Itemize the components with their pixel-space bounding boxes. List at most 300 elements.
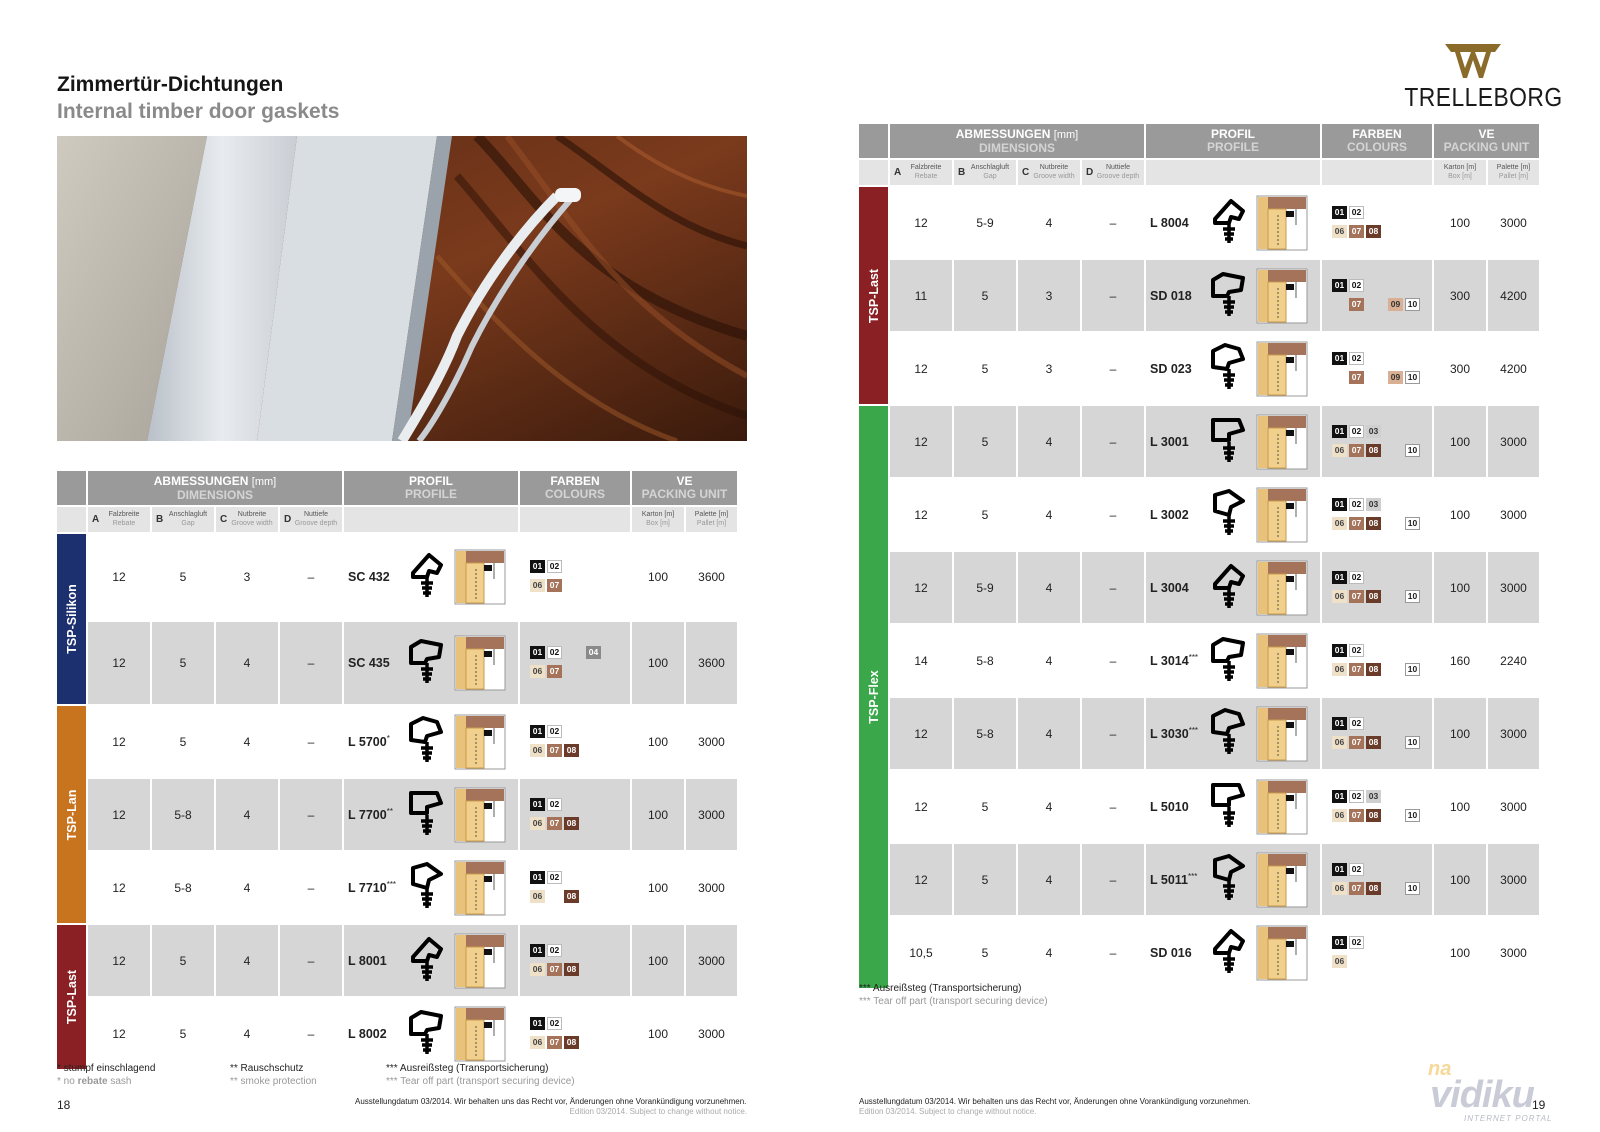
brand-name: TRELLEBORG	[1404, 82, 1563, 112]
subheader-profile	[344, 507, 518, 532]
profile-cell	[1146, 333, 1320, 404]
installation-diagram-icon	[454, 860, 506, 916]
subheader-rebate: A Falzbreite Rebate	[890, 160, 952, 185]
pallet-value: 4200	[1488, 333, 1539, 404]
groove-depth-value: –	[1082, 625, 1144, 696]
gasket-profile-icon	[406, 862, 448, 914]
groove-width-value: 4	[1018, 698, 1080, 769]
gap-value: 5	[152, 925, 214, 996]
profile-cell	[344, 534, 518, 620]
gap-value: 5-8	[954, 698, 1016, 769]
pallet-value: 3000	[1488, 698, 1539, 769]
colour-swatch-02: 02	[1349, 936, 1364, 949]
rebate-value: 12	[890, 406, 952, 477]
groove-depth-value: –	[280, 998, 342, 1069]
rebate-value: 14	[890, 625, 952, 696]
subheader-profile	[1146, 160, 1320, 185]
colours-cell	[1322, 625, 1432, 696]
profile-cell	[1146, 771, 1320, 842]
gasket-profile-icon	[1208, 708, 1250, 760]
colour-swatch-10: 10	[1405, 444, 1420, 457]
table-row	[859, 917, 1541, 988]
profile-name: SD 023	[1150, 362, 1192, 377]
table-row	[859, 187, 1541, 258]
colour-swatch-06: 06	[530, 963, 545, 976]
watermark-logo: na vidiku INTERNET PORTAL	[1428, 1058, 1553, 1123]
colour-swatch-02: 02	[547, 560, 562, 573]
colour-swatch-01: 01	[530, 871, 545, 884]
installation-diagram-icon	[1256, 560, 1308, 616]
groove-width-value: 4	[1018, 771, 1080, 842]
colour-swatch-06: 06	[1332, 225, 1347, 238]
page-number-right: 19	[1532, 1098, 1546, 1112]
groove-depth-value: –	[280, 852, 342, 923]
table-row	[859, 844, 1541, 915]
colour-swatch-07: 07	[1349, 809, 1364, 822]
colour-swatch-06: 06	[530, 890, 545, 903]
page-number-left: 18	[57, 1098, 71, 1112]
rebate-value: 12	[88, 706, 150, 777]
profile-cell	[1146, 844, 1320, 915]
rebate-value: 12	[890, 844, 952, 915]
footnote-rebate-de: * stumpf einschlagend	[57, 1063, 156, 1074]
rebate-value: 12	[890, 187, 952, 258]
colour-swatch-03: 03	[1366, 790, 1381, 803]
colour-swatch-01: 01	[530, 1017, 545, 1030]
groove-width-value: 4	[216, 779, 278, 850]
groove-width-value: 4	[1018, 552, 1080, 623]
pallet-value: 3000	[686, 779, 737, 850]
colour-swatch-01: 01	[1332, 936, 1347, 949]
profile-cell	[344, 998, 518, 1069]
profile-cell	[1146, 187, 1320, 258]
gap-value: 5	[954, 844, 1016, 915]
profile-cell	[344, 779, 518, 850]
profile-name: L 5011***	[1150, 871, 1198, 888]
colour-swatch-07: 07	[547, 665, 562, 678]
profile-name: SD 016	[1150, 946, 1192, 961]
colour-swatch-08: 08	[1366, 444, 1381, 457]
colour-swatch-02: 02	[1349, 644, 1364, 657]
profile-cell	[1146, 698, 1320, 769]
colour-swatch-02: 02	[1349, 717, 1364, 730]
gap-value: 5	[152, 706, 214, 777]
installation-diagram-icon	[1256, 268, 1308, 324]
box-value: 160	[1434, 625, 1486, 696]
pallet-value: 3000	[1488, 552, 1539, 623]
colour-swatch-07: 07	[1349, 371, 1364, 384]
colour-swatch-02: 02	[547, 944, 562, 957]
profile-footnote-mark: ***	[1188, 652, 1199, 662]
colour-swatch-08: 08	[1366, 809, 1381, 822]
colours-cell	[520, 779, 630, 850]
colour-swatch-07: 07	[547, 817, 562, 830]
table-row	[57, 779, 739, 850]
subheader-box: Karton [m] Box [m]	[632, 507, 684, 532]
colour-swatch-06: 06	[1332, 517, 1347, 530]
pallet-value: 3000	[686, 852, 737, 923]
colours-cell	[520, 852, 630, 923]
groove-depth-value: –	[1082, 844, 1144, 915]
table-row	[859, 625, 1541, 696]
gasket-profile-icon	[406, 637, 448, 689]
colour-swatch-06: 06	[1332, 809, 1347, 822]
box-value: 100	[1434, 406, 1486, 477]
colour-swatch-01: 01	[1332, 644, 1347, 657]
subheader-groove-width: C Nutbreite Groove width	[1018, 160, 1080, 185]
edition-note-left: Ausstellungdatum 03/2014. Wir behalten uns das Recht vor, Änderungen ohne Vorankündigung vorzunehmen. Edition 03/2014. Subject to change without notice.	[355, 1097, 747, 1116]
table-row	[57, 925, 739, 996]
colour-swatch-01: 01	[530, 560, 545, 573]
colours-cell	[1322, 698, 1432, 769]
colour-swatch-06: 06	[1332, 663, 1347, 676]
box-value: 100	[1434, 552, 1486, 623]
box-value: 100	[1434, 771, 1486, 842]
profile-cell	[1146, 552, 1320, 623]
colour-swatch-06: 06	[530, 665, 545, 678]
colour-swatch-06: 06	[530, 744, 545, 757]
installation-diagram-icon	[454, 635, 506, 691]
profile-name: L 3030***	[1150, 725, 1199, 742]
colour-swatch-04: 04	[586, 646, 601, 659]
subheader-groove-width: C Nutbreite Groove width	[216, 507, 278, 532]
colour-swatch-01: 01	[1332, 717, 1347, 730]
colour-swatch-08: 08	[564, 890, 579, 903]
installation-diagram-icon	[1256, 487, 1308, 543]
pallet-value: 3000	[1488, 917, 1539, 988]
colour-swatch-01: 01	[530, 725, 545, 738]
gap-value: 5	[954, 260, 1016, 331]
table-row	[859, 479, 1541, 550]
colour-swatch-02: 02	[1349, 498, 1364, 511]
profile-footnote-mark: ***	[1188, 871, 1198, 881]
profile-cell	[1146, 625, 1320, 696]
trelleborg-logo-icon	[1443, 42, 1503, 80]
groove-width-value: 4	[216, 706, 278, 777]
groove-depth-value: –	[1082, 698, 1144, 769]
colour-swatch-03: 03	[1366, 498, 1381, 511]
footnote-smoke-en: ** smoke protection	[230, 1076, 317, 1087]
installation-diagram-icon	[1256, 341, 1308, 397]
profile-cell	[1146, 917, 1320, 988]
footnote-tearoff-de: *** Ausreißsteg (Transportsicherung)	[386, 1063, 549, 1074]
profile-name: SC 432	[348, 570, 390, 585]
box-value: 100	[632, 998, 684, 1069]
table-row	[859, 771, 1541, 842]
groove-width-value: 4	[1018, 406, 1080, 477]
gasket-profile-icon	[1208, 489, 1250, 541]
rebate-value: 12	[890, 698, 952, 769]
table-row	[859, 406, 1541, 477]
colour-swatch-02: 02	[1349, 352, 1364, 365]
colour-swatch-06: 06	[1332, 882, 1347, 895]
gasket-profile-icon	[1208, 416, 1250, 468]
trelleborg-logo	[1395, 42, 1563, 112]
colour-swatch-10: 10	[1405, 590, 1420, 603]
colours-cell	[1322, 260, 1432, 331]
colour-swatch-01: 01	[1332, 863, 1347, 876]
gasket-profile-icon	[1208, 562, 1250, 614]
colours-cell	[1322, 552, 1432, 623]
profile-name: L 3001	[1150, 435, 1189, 450]
colour-swatch-06: 06	[1332, 444, 1347, 457]
colour-swatch-09: 09	[1388, 371, 1403, 384]
colours-cell	[520, 925, 630, 996]
groove-depth-value: –	[280, 925, 342, 996]
pallet-value: 3000	[1488, 479, 1539, 550]
footnote-rebate-en: * no rebate sash	[57, 1076, 132, 1087]
product-photo	[57, 136, 747, 441]
group-label: TSP-Flex	[859, 406, 888, 988]
installation-diagram-icon	[1256, 779, 1308, 835]
colour-swatch-02: 02	[1349, 571, 1364, 584]
colour-swatch-07: 07	[1349, 736, 1364, 749]
colour-swatch-01: 01	[530, 646, 545, 659]
colours-cell	[1322, 479, 1432, 550]
group-label: TSP-Last	[57, 925, 86, 1069]
subheader-rebate: A Falzbreite Rebate	[88, 507, 150, 532]
profile-cell	[344, 925, 518, 996]
header-corner	[57, 471, 86, 505]
box-value: 100	[1434, 917, 1486, 988]
profile-name: L 5010	[1150, 800, 1189, 815]
profile-name: L 8004	[1150, 216, 1189, 231]
group-label: TSP-Silikon	[57, 534, 86, 704]
gasket-profile-icon	[406, 935, 448, 987]
groove-width-value: 4	[216, 622, 278, 704]
colour-swatch-01: 01	[1332, 206, 1347, 219]
gap-value: 5	[954, 917, 1016, 988]
colours-cell	[520, 998, 630, 1069]
footnote-tearoff-right	[859, 982, 1048, 1008]
colour-swatch-02: 02	[1349, 790, 1364, 803]
profile-footnote-mark: **	[386, 806, 393, 816]
colour-swatch-10: 10	[1405, 371, 1420, 384]
groove-depth-value: –	[1082, 406, 1144, 477]
groove-depth-value: –	[280, 534, 342, 620]
groove-width-value: 3	[216, 534, 278, 620]
table-row	[57, 622, 739, 704]
box-value: 100	[632, 706, 684, 777]
colour-swatch-02: 02	[547, 1017, 562, 1030]
colour-swatch-08: 08	[564, 1036, 579, 1049]
profile-name: L 3002	[1150, 508, 1189, 523]
gasket-profile-icon	[1208, 927, 1250, 979]
profile-footnote-mark: ***	[386, 879, 397, 889]
colour-swatch-10: 10	[1405, 663, 1420, 676]
colours-cell	[1322, 406, 1432, 477]
installation-diagram-icon	[1256, 852, 1308, 908]
subheader-groove-depth: D Nuttiefe Groove depth	[280, 507, 342, 532]
footnote-tearoff-left	[386, 1062, 575, 1088]
subheader-groove-depth: D Nuttiefe Groove depth	[1082, 160, 1144, 185]
installation-diagram-icon	[454, 549, 506, 605]
installation-diagram-icon	[1256, 414, 1308, 470]
subheader-colours	[1322, 160, 1432, 185]
profile-footnote-mark: ***	[1188, 725, 1199, 735]
header-profile: PROFIL PROFILE	[1146, 124, 1320, 158]
groove-width-value: 3	[1018, 260, 1080, 331]
colour-swatch-08: 08	[1366, 663, 1381, 676]
subheader-colours	[520, 507, 630, 532]
colour-swatch-07: 07	[547, 579, 562, 592]
header-packing-unit: VE PACKING UNIT	[1434, 124, 1539, 158]
box-value: 100	[1434, 479, 1486, 550]
table-row	[57, 998, 739, 1069]
colour-swatch-01: 01	[1332, 498, 1347, 511]
footnote-tearoff-en: *** Tear off part (transport securing device)	[386, 1076, 575, 1087]
footnote-smoke-de: ** Rauschschutz	[230, 1063, 304, 1074]
colours-cell	[1322, 771, 1432, 842]
table-row	[859, 333, 1541, 404]
rebate-value: 12	[88, 622, 150, 704]
colours-cell	[520, 622, 630, 704]
colour-swatch-10: 10	[1405, 517, 1420, 530]
colour-swatch-01: 01	[530, 798, 545, 811]
groove-width-value: 4	[216, 998, 278, 1069]
rebate-value: 12	[88, 852, 150, 923]
colour-swatch-01: 01	[1332, 425, 1347, 438]
groove-depth-value: –	[1082, 552, 1144, 623]
colour-swatch-08: 08	[1366, 517, 1381, 530]
groove-width-value: 4	[1018, 625, 1080, 696]
colour-swatch-02: 02	[547, 725, 562, 738]
groove-depth-value: –	[1082, 479, 1144, 550]
colour-swatch-01: 01	[1332, 352, 1347, 365]
rebate-value: 12	[890, 333, 952, 404]
colour-swatch-02: 02	[547, 646, 562, 659]
groove-depth-value: –	[280, 779, 342, 850]
gasket-profile-icon	[1208, 197, 1250, 249]
pallet-value: 3000	[1488, 406, 1539, 477]
subheader-row	[57, 507, 739, 532]
profile-name: L 3014***	[1150, 652, 1199, 669]
groove-depth-value: –	[1082, 187, 1144, 258]
colour-swatch-08: 08	[1366, 882, 1381, 895]
colour-swatch-07: 07	[1349, 517, 1364, 530]
rebate-value: 11	[890, 260, 952, 331]
colour-swatch-07: 07	[547, 744, 562, 757]
table-row	[859, 552, 1541, 623]
rebate-value: 12	[88, 779, 150, 850]
subheader-gap: B Anschlagluft Gap	[954, 160, 1016, 185]
pallet-value: 3000	[1488, 844, 1539, 915]
colour-swatch-07: 07	[1349, 663, 1364, 676]
colour-swatch-07: 07	[547, 963, 562, 976]
colour-swatch-02: 02	[1349, 425, 1364, 438]
colour-swatch-01: 01	[1332, 571, 1347, 584]
table-row	[57, 534, 739, 620]
gap-value: 5	[954, 771, 1016, 842]
box-value: 100	[632, 925, 684, 996]
colour-swatch-08: 08	[564, 744, 579, 757]
profile-cell	[344, 622, 518, 704]
pallet-value: 3000	[686, 706, 737, 777]
subheader-gap: B Anschlagluft Gap	[152, 507, 214, 532]
colour-swatch-06: 06	[1332, 955, 1347, 968]
page-title-en: Internal timber door gaskets	[57, 100, 340, 123]
colour-swatch-01: 01	[530, 944, 545, 957]
groove-width-value: 4	[1018, 187, 1080, 258]
colour-swatch-10: 10	[1405, 736, 1420, 749]
box-value: 100	[632, 779, 684, 850]
gap-value: 5	[954, 479, 1016, 550]
colour-swatch-02: 02	[1349, 863, 1364, 876]
footnote-rebate	[57, 1062, 155, 1088]
groove-width-value: 4	[1018, 917, 1080, 988]
profile-name: L 7710***	[348, 879, 397, 896]
profile-name: L 8001	[348, 954, 387, 969]
rebate-value: 12	[890, 479, 952, 550]
colour-swatch-10: 10	[1405, 809, 1420, 822]
colour-swatch-08: 08	[564, 963, 579, 976]
table-row	[57, 852, 739, 923]
gap-value: 5	[152, 998, 214, 1069]
colour-swatch-02: 02	[1349, 206, 1364, 219]
colour-swatch-08: 08	[1366, 736, 1381, 749]
subheader-pallet: Palette [m] Pallet [m]	[1488, 160, 1539, 185]
colour-swatch-08: 08	[1366, 590, 1381, 603]
box-value: 300	[1434, 333, 1486, 404]
colour-swatch-09: 09	[1388, 298, 1403, 311]
installation-diagram-icon	[1256, 633, 1308, 689]
pallet-value: 3000	[1488, 187, 1539, 258]
colour-swatch-07: 07	[547, 1036, 562, 1049]
page-title-de: Zimmertür-Dichtungen	[57, 73, 284, 96]
rebate-value: 12	[88, 998, 150, 1069]
installation-diagram-icon	[454, 933, 506, 989]
box-value: 100	[1434, 844, 1486, 915]
gap-value: 5-8	[152, 852, 214, 923]
gasket-profile-icon	[1208, 270, 1250, 322]
gap-value: 5	[152, 622, 214, 704]
pallet-value: 3000	[1488, 771, 1539, 842]
rebate-value: 12	[890, 771, 952, 842]
table-row	[859, 260, 1541, 331]
header-colours: FARBEN COLOURS	[520, 471, 630, 505]
pallet-value: 4200	[1488, 260, 1539, 331]
subheader-pallet: Palette [m] Pallet [m]	[686, 507, 737, 532]
colour-swatch-10: 10	[1405, 298, 1420, 311]
colour-swatch-07: 07	[1349, 298, 1364, 311]
footnote-tearoff-en: *** Tear off part (transport securing device)	[859, 996, 1048, 1007]
gap-value: 5	[152, 534, 214, 620]
gasket-profile-icon	[1208, 635, 1250, 687]
gasket-profile-icon	[1208, 854, 1250, 906]
installation-diagram-icon	[454, 714, 506, 770]
pallet-value: 3600	[686, 622, 737, 704]
rebate-value: 12	[890, 552, 952, 623]
subheader-box: Karton [m] Box [m]	[1434, 160, 1486, 185]
table-row	[57, 706, 739, 777]
gap-value: 5-9	[954, 187, 1016, 258]
colours-cell	[1322, 844, 1432, 915]
profile-cell	[1146, 260, 1320, 331]
colour-swatch-02: 02	[547, 871, 562, 884]
installation-diagram-icon	[1256, 925, 1308, 981]
header-corner	[859, 124, 888, 158]
profile-name: SD 018	[1150, 289, 1192, 304]
colour-swatch-01: 01	[1332, 790, 1347, 803]
groove-depth-value: –	[280, 622, 342, 704]
profile-footnote-mark: *	[386, 733, 390, 743]
colour-swatch-06: 06	[1332, 590, 1347, 603]
gap-value: 5-8	[152, 779, 214, 850]
edition-note-right: Ausstellungdatum 03/2014. Wir behalten uns das Recht vor, Änderungen ohne Vorankündigung vorzunehmen. Edition 03/2014. Subject to change without notice.	[859, 1097, 1251, 1116]
header-dimensions: ABMESSUNGEN [mm] DIMENSIONS	[890, 124, 1144, 158]
profile-name: L 7700**	[348, 806, 393, 823]
installation-diagram-icon	[454, 787, 506, 843]
